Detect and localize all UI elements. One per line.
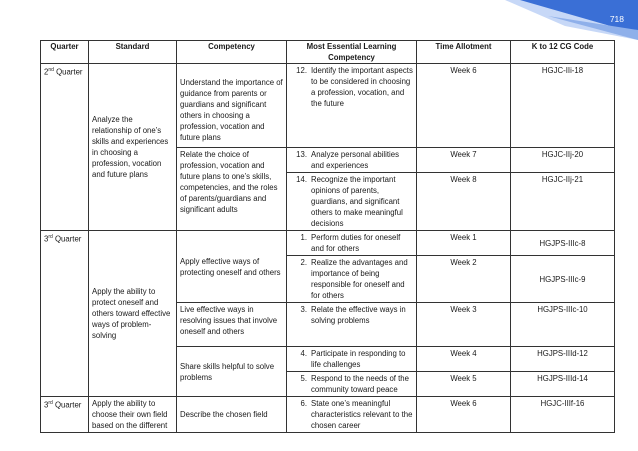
standard-cell: Analyze the relationship of one’s skills and experiences in choosing a profession, vocation and future plans bbox=[89, 64, 177, 231]
melc-cell: 2. Realize the advantages and importance of being responsible for oneself and for others bbox=[287, 256, 417, 303]
melc-cell: 14. Recognize the important opinions of parents, guardians, and significant others to make meaningful decisions bbox=[287, 173, 417, 231]
code-cell: HGJC-IIj-21 bbox=[511, 173, 615, 231]
competency-cell: Live effective ways in resolving issues that involve oneself and others bbox=[177, 303, 287, 347]
competency-cell: Relate the choice of profession, vocation and future plans to one’s skills, competencies, and the roles of parents/guardians and significant adults bbox=[177, 148, 287, 231]
melc-cell: 12. Identify the important aspects to be considered in choosing a profession, vocation, and the future bbox=[287, 64, 417, 148]
standard-cell: Apply the ability to protect oneself and others toward effective ways of problem-solving bbox=[89, 231, 177, 397]
header-competency: Competency bbox=[177, 41, 287, 64]
table-row bbox=[41, 231, 615, 256]
code-cell: HGJPS-IIId-14 bbox=[511, 372, 615, 397]
header-cg-code: K to 12 CG Code bbox=[511, 41, 615, 64]
standard-cell: Apply the ability to choose their own field based on the different bbox=[89, 397, 177, 433]
code-cell: HGJC-IIj-20 bbox=[511, 148, 615, 173]
quarter-cell: 3rd Quarter bbox=[41, 231, 89, 397]
competency-cell: Apply effective ways of protecting oneself and others bbox=[177, 231, 287, 303]
time-cell: Week 6 bbox=[417, 397, 511, 433]
time-cell: Week 4 bbox=[417, 347, 511, 372]
page-header-banner bbox=[0, 0, 638, 40]
code-cell: HGJPS-IIIc-9 bbox=[511, 256, 615, 303]
competency-cell: Share skills helpful to solve problems bbox=[177, 347, 287, 397]
code-cell: HGJC-IIIf-16 bbox=[511, 397, 615, 433]
page-number: 718 bbox=[609, 14, 624, 24]
time-cell: Week 8 bbox=[417, 173, 511, 231]
curriculum-table bbox=[40, 40, 615, 433]
time-cell: Week 2 bbox=[417, 256, 511, 303]
code-cell: HGJPS-IIIc-8 bbox=[511, 231, 615, 256]
melc-cell: 1. Perform duties for oneself and for others bbox=[287, 231, 417, 256]
code-cell: HGJPS-IIIc-10 bbox=[511, 303, 615, 347]
quarter-cell: 2nd Quarter bbox=[41, 64, 89, 231]
competency-cell: Understand the importance of guidance from parents or guardians and significant others in choosing a profession, vocation and future plans bbox=[177, 64, 287, 148]
header-quarter: Quarter bbox=[41, 41, 89, 64]
table-header-row bbox=[41, 41, 615, 64]
header-standard: Standard bbox=[89, 41, 177, 64]
header-time-allotment: Time Allotment bbox=[417, 41, 511, 64]
code-cell: HGJPS-IIId-12 bbox=[511, 347, 615, 372]
melc-cell: 3. Relate the effective ways in solving problems bbox=[287, 303, 417, 347]
melc-cell: 6. State one’s meaningful characteristics relevant to the chosen career bbox=[287, 397, 417, 433]
time-cell: Week 1 bbox=[417, 231, 511, 256]
time-cell: Week 6 bbox=[417, 64, 511, 148]
table-row bbox=[41, 397, 615, 433]
competency-cell: Describe the chosen field bbox=[177, 397, 287, 433]
melc-cell: 4. Participate in responding to life challenges bbox=[287, 347, 417, 372]
code-cell: HGJC-IIi-18 bbox=[511, 64, 615, 148]
time-cell: Week 5 bbox=[417, 372, 511, 397]
header-melc: Most Essential Learning Competency bbox=[287, 41, 417, 64]
time-cell: Week 3 bbox=[417, 303, 511, 347]
time-cell: Week 7 bbox=[417, 148, 511, 173]
melc-cell: 13. Analyze personal abilities and experiences bbox=[287, 148, 417, 173]
quarter-cell: 3rd Quarter bbox=[41, 397, 89, 433]
table-row bbox=[41, 64, 615, 148]
melc-cell: 5. Respond to the needs of the community toward peace bbox=[287, 372, 417, 397]
